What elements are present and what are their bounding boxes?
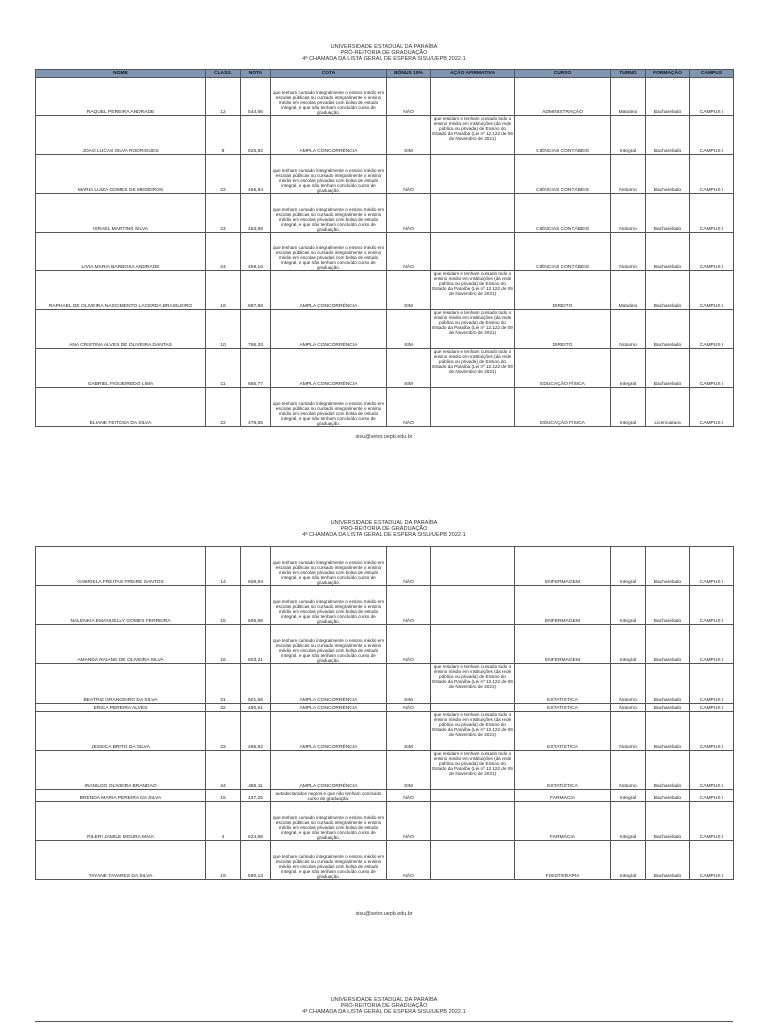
cell-cota: AMPLA CONCORRÊNCIA [271,310,387,349]
cell-bonus: SIM [387,664,431,704]
cell-turno: Integral [611,349,646,388]
cell-cota: que tenham cursado integralmente o ensino médio em escolas públicas ou cursado integralmente o ensino médio em escolas privadas com bolsa de estudo integral, e que não tenham concluído curso de graduação. [271,388,387,427]
col-cota: COTA [271,70,387,78]
table-row [36,310,734,349]
cell-campus: CAMPUS I [690,802,734,841]
cell-cota: AMPLA CONCORRÊNCIA [271,664,387,704]
cell-campus: CAMPUS I [690,78,734,116]
cell-curso: ENFERMAGEM [515,586,611,625]
results-table [35,69,734,427]
cell-nome: GABRIEL FIGUEIREDO LIMA [36,349,206,388]
cell-curso: ESTATÍSTICA [515,751,611,790]
cell-nota: 756,33 [241,310,271,349]
cell-curso: FARMÁCIA [515,790,611,802]
cell-curso: EDUCAÇÃO FÍSICA [515,388,611,427]
cell-formacao: Bacharelado [646,194,690,233]
cell-formacao: Bacharelado [646,310,690,349]
cell-campus: CAMPUS I [690,586,734,625]
cell-nota: 603,21 [241,625,271,664]
table-row [36,712,734,751]
header-chamada: 4ª CHAMADA DA LISTA GERAL DE ESPERA SISU/UEPB 2022.1 [302,1009,466,1015]
cell-class: 22 [206,388,241,427]
cell-acao [431,704,515,712]
cell-nome: ELIANE FEITOSA DA SILVA [36,388,206,427]
col-formacao: FORMAÇÃO [646,70,690,78]
cell-campus: CAMPUS I [690,841,734,880]
cell-acao [431,155,515,194]
header-prg: PRÓ-REITORIA DE GRADUAÇÃO [340,1003,428,1009]
cell-formacao: Bacharelado [646,116,690,155]
cell-class: 16 [206,625,241,664]
cell-nota: 479,65 [241,388,271,427]
cell-bonus: NÃO [387,841,431,880]
cell-campus: CAMPUS I [690,233,734,271]
cell-nota: 608,84 [241,547,271,586]
cell-turno: Integral [611,586,646,625]
cell-cota: autodeclarados negros e que não tenham concluído curso de graduação. [271,790,387,802]
cell-campus: CAMPUS I [690,388,734,427]
cell-nome: JOAO LUCAS SILVA RODRIGUES [36,116,206,155]
cell-bonus: NÃO [387,586,431,625]
cell-nota: 501,66 [241,664,271,704]
cell-campus: CAMPUS I [690,751,734,790]
cell-class: 34 [206,751,241,790]
table-row [36,388,734,427]
cell-acao: que residam e tenham cursado todo o ensino médio em instituições (da rede pública ou privada) de Ensino do Estado da Paraíba (Lei nº 12.122 de 09 de Novembro de 2021) [431,310,515,349]
cell-acao [431,790,515,802]
table-row [36,625,734,664]
cell-turno: Noturno [611,310,646,349]
cell-bonus: SIM [387,349,431,388]
cell-campus: CAMPUS I [690,664,734,704]
cell-cota: que tenham cursado integralmente o ensino médio em escolas públicas ou cursado integralmente o ensino médio em escolas privadas com bolsa de estudo integral, e que não tenham concluído curso de graduação. [271,233,387,271]
cell-nome: ANA CRISTINA ALVES DE OLIVEIRA DANTAS [36,310,206,349]
cell-formacao: Bacharelado [646,155,690,194]
cell-turno: Integral [611,116,646,155]
cell-acao [431,547,515,586]
cell-bonus: SIM [387,712,431,751]
table-row [36,751,734,790]
cell-nome: GABRIELA FREITAS FREIRE SANTOS [36,547,206,586]
cell-formacao: Bacharelado [646,841,690,880]
cell-formacao: Bacharelado [646,349,690,388]
cell-nome: MARIA LUIZA GOMES DE MEDEIROS [36,155,206,194]
cell-turno: Noturno [611,712,646,751]
cell-bonus: SIM [387,116,431,155]
cell-nome: ERICA PEREIRA ALVES [36,704,206,712]
cell-cota: que tenham cursado integralmente o ensino médio em escolas públicas ou cursado integralmente o ensino médio em escolas privadas com bolsa de estudo integral, e que não tenham concluído curso de graduação. [271,586,387,625]
cell-acao [431,233,515,271]
cell-cota: AMPLA CONCORRÊNCIA [271,704,387,712]
cell-formacao: Bacharelado [646,271,690,310]
cell-curso: CIÊNCIAS CONTÁBEIS [515,116,611,155]
cell-turno: Integral [611,802,646,841]
cell-cota: AMPLA CONCORRÊNCIA [271,751,387,790]
cell-class: 19 [206,841,241,880]
cell-formacao: Licenciatura [646,388,690,427]
table-row [36,586,734,625]
table-row [36,233,734,271]
cell-campus: CAMPUS I [690,116,734,155]
cell-formacao: Bacharelado [646,802,690,841]
cell-nota: 490,51 [241,704,271,712]
cell-bonus: NÃO [387,233,431,271]
header-university: UNIVERSIDADE ESTADUAL DA PARAÍBA [330,520,438,526]
cell-class: 10 [206,310,241,349]
cell-bonus: NÃO [387,388,431,427]
results-table-2 [35,546,734,880]
cell-curso: CIÊNCIAS CONTÁBEIS [515,155,611,194]
cell-nome: BRENDA MARIA PEREIRA DA SILVA [36,790,206,802]
cell-nota: 625,82 [241,116,271,155]
cell-campus: CAMPUS I [690,704,734,712]
table-row [36,349,734,388]
col-nota: NOTA [241,70,271,78]
header-university: UNIVERSIDADE ESTADUAL DA PARAÍBA [330,44,438,50]
cell-campus: CAMPUS I [690,155,734,194]
cell-nome: JESSICA BRITO DA SILVA [36,712,206,751]
cell-formacao: Bacharelado [646,704,690,712]
cell-formacao: Bacharelado [646,586,690,625]
cell-cota: que tenham cursado integralmente o ensino médio em escolas públicas ou cursado integralmente o ensino médio em escolas privadas com bolsa de estudo integral, e que não tenham concluído curso de graduação. [271,547,387,586]
cell-nome: RAPHAEL DE OLIVEIRA NASCIMENTO LACERDA BRASILEIRO [36,271,206,310]
cell-curso: DIREITO [515,310,611,349]
cell-cota: AMPLA CONCORRÊNCIA [271,116,387,155]
cell-campus: CAMPUS I [690,547,734,586]
cell-nota: 624,66 [241,802,271,841]
cell-class: 15 [206,790,241,802]
cell-class: 4 [206,802,241,841]
cell-class: 33 [206,712,241,751]
cell-bonus: NÃO [387,790,431,802]
cell-campus: CAMPUS I [690,310,734,349]
cell-cota: que tenham cursado integralmente o ensino médio em escolas públicas ou cursado integralmente o ensino médio em escolas privadas com bolsa de estudo integral, e que não tenham concluído curso de graduação. [271,841,387,880]
cell-nome: ISRAEL MARTINS SILVA [36,194,206,233]
cell-nota: 459,16 [241,233,271,271]
document-header-2 [0,520,768,538]
cell-formacao: Bacharelado [646,664,690,704]
col-curso: CURSO [515,70,611,78]
cell-acao: que residam e tenham cursado todo o ensino médio em instituições (da rede pública ou privada) de Ensino do Estado da Paraíba (Lei nº 12.122 de 09 de Novembro de 2021) [431,116,515,155]
cell-formacao: Bacharelado [646,233,690,271]
cell-curso: ADMINISTRAÇÃO [515,78,611,116]
cell-turno: Noturno [611,155,646,194]
cell-curso: FISIOTERAPIA [515,841,611,880]
cell-cota: que tenham cursado integralmente o ensino médio em escolas públicas ou cursado integralmente o ensino médio em escolas privadas com bolsa de estudo integral, e que não tenham concluído curso de graduação. [271,78,387,116]
cell-cota: que tenham cursado integralmente o ensino médio em escolas públicas ou cursado integralmente o ensino médio em escolas privadas com bolsa de estudo integral, e que não tenham concluído curso de graduação. [271,194,387,233]
cell-turno: Integral [611,625,646,664]
table-row [36,194,734,233]
cell-campus: CAMPUS I [690,349,734,388]
cell-turno: Noturno [611,664,646,704]
cell-turno: Noturno [611,194,646,233]
footer-email: sisu@setor.uepb.edu.br [355,434,413,440]
cell-turno: Integral [611,547,646,586]
cell-curso: FARMÁCIA [515,802,611,841]
cell-bonus: NÃO [387,78,431,116]
cell-turno: Integral [611,841,646,880]
cell-bonus: NÃO [387,194,431,233]
cell-nota: 463,58 [241,194,271,233]
cell-cota: AMPLA CONCORRÊNCIA [271,271,387,310]
cell-bonus: SIM [387,271,431,310]
cell-campus: CAMPUS I [690,271,734,310]
cell-cota: que tenham cursado integralmente o ensino médio em escolas públicas ou cursado integralmente o ensino médio em escolas privadas com bolsa de estudo integral, e que não tenham concluído curso de graduação. [271,802,387,841]
cell-class: 12 [206,78,241,116]
table-row [36,547,734,586]
cell-acao: que residam e tenham cursado todo o ensino médio em instituições (da rede pública ou privada) de Ensino do Estado da Paraíba (Lei nº 12.122 de 09 de Novembro de 2021) [431,712,515,751]
document-header-3 [0,997,768,1015]
table-row [36,790,734,802]
cell-class: 31 [206,664,241,704]
cell-curso: ENFERMAGEM [515,625,611,664]
cell-campus: CAMPUS I [690,790,734,802]
cell-acao [431,841,515,880]
cell-formacao: Bacharelado [646,625,690,664]
table-top-border [35,1021,733,1022]
cell-bonus: NÃO [387,547,431,586]
cell-nota: 485,11 [241,751,271,790]
cell-curso: ESTATÍSTICA [515,664,611,704]
cell-nome: RILERI JAMILE MOURA MAIA [36,802,206,841]
header-chamada: 4ª CHAMADA DA LISTA GERAL DE ESPERA SISU/UEPB 2022.1 [302,532,466,538]
cell-acao [431,388,515,427]
col-campus: CAMPUS [690,70,734,78]
cell-curso: ESTATÍSTICA [515,704,611,712]
cell-nome: AMANDA RAIANE DE OLIVEIRA SILVA [36,625,206,664]
cell-turno: Noturno [611,704,646,712]
cell-curso: CIÊNCIAS CONTÁBEIS [515,194,611,233]
cell-campus: CAMPUS I [690,712,734,751]
col-class: CLASS. [206,70,241,78]
cell-turno: Noturno [611,233,646,271]
cell-turno: Matutino [611,78,646,116]
cell-cota: que tenham cursado integralmente o ensino médio em escolas públicas ou cursado integralmente o ensino médio em escolas privadas com bolsa de estudo integral, e que não tenham concluído curso de graduação. [271,155,387,194]
cell-nota: 485,92 [241,712,271,751]
cell-acao: que residam e tenham cursado todo o ensino médio em instituições (da rede pública ou privada) de Ensino do Estado da Paraíba (Lei nº 12.122 de 09 de Novembro de 2021) [431,751,515,790]
cell-bonus: NÃO [387,802,431,841]
cell-class: 24 [206,233,241,271]
document-header [0,44,768,62]
header-chamada: 4ª CHAMADA DA LISTA GERAL DE ESPERA SISU/UEPB 2022.1 [302,56,466,62]
cell-acao: que residam e tenham cursado todo o ensino médio em instituições (da rede pública ou privada) de Ensino do Estado da Paraíba (Lei nº 12.122 de 09 de Novembro de 2021) [431,664,515,704]
cell-curso: CIÊNCIAS CONTÁBEIS [515,233,611,271]
table-row [36,155,734,194]
table-row [36,78,734,116]
cell-class: 22 [206,155,241,194]
cell-formacao: Bacharelado [646,790,690,802]
cell-bonus: NÃO [387,704,431,712]
cell-nome: LIVIA MARIA BARBOSA ANDRADE [36,233,206,271]
cell-nome: NALENKIA EMANUELLY GOMES FERREIRA [36,586,206,625]
cell-acao: que residam e tenham cursado todo o ensino médio em instituições (da rede pública ou privada) de Ensino do Estado da Paraíba (Lei nº 12.122 de 09 de Novembro de 2021) [431,271,515,310]
cell-formacao: Bacharelado [646,751,690,790]
cell-nome: TAYANE TAVARES DA SILVA [36,841,206,880]
cell-nota: 590,13 [241,841,271,880]
cell-nome: RAQUEL PEREIRA ANDRADE [36,78,206,116]
table-row [36,271,734,310]
cell-bonus: NÃO [387,155,431,194]
cell-acao [431,194,515,233]
cell-class: 32 [206,704,241,712]
cell-formacao: Bacharelado [646,78,690,116]
cell-nota: 606,66 [241,586,271,625]
cell-turno: Noturno [611,751,646,790]
cell-campus: CAMPUS I [690,194,734,233]
cell-cota: que tenham cursado integralmente o ensino médio em escolas públicas ou cursado integralmente o ensino médio em escolas privadas com bolsa de estudo integral, e que não tenham concluído curso de graduação. [271,625,387,664]
cell-formacao: Bacharelado [646,547,690,586]
cell-nota: 466,94 [241,155,271,194]
cell-class: 11 [206,349,241,388]
cell-acao: que residam e tenham cursado todo o ensino médio em instituições (da rede pública ou privada) de Ensino do Estado da Paraíba (Lei nº 12.122 de 09 de Novembro de 2021) [431,349,515,388]
cell-turno: Integral [611,790,646,802]
cell-cota: AMPLA CONCORRÊNCIA [271,712,387,751]
cell-bonus: SIM [387,310,431,349]
cell-nome: BEATRIZ GRANGEIRO DA SILVA [36,664,206,704]
footer-email-2: sisu@setor.uepb.edu.br [355,911,413,917]
cell-class: 23 [206,194,241,233]
cell-turno: Matutino [611,271,646,310]
cell-formacao: Bacharelado [646,712,690,751]
cell-class: 14 [206,547,241,586]
cell-acao [431,625,515,664]
cell-acao [431,802,515,841]
cell-campus: CAMPUS I [690,625,734,664]
cell-class: 8 [206,116,241,155]
cell-curso: EDUCAÇÃO FÍSICA [515,349,611,388]
col-turno: TURNO [611,70,646,78]
cell-acao [431,586,515,625]
cell-acao [431,78,515,116]
cell-nome: IRANILDO OLIVEIRA BRANDAO [36,751,206,790]
cell-curso: ENFERMAGEM [515,547,611,586]
table-header-row [36,70,734,78]
cell-bonus: NÃO [387,625,431,664]
cell-curso: ESTATÍSTICA [515,712,611,751]
col-bonus: BÔNUS 10% [387,70,431,78]
cell-class: 18 [206,271,241,310]
table-row [36,704,734,712]
cell-nota: 437,25 [241,790,271,802]
cell-nota: 544,66 [241,78,271,116]
cell-nota: 665,77 [241,349,271,388]
table-row [36,802,734,841]
table-row [36,664,734,704]
cell-bonus: SIM [387,751,431,790]
cell-nota: 697,88 [241,271,271,310]
cell-cota: AMPLA CONCORRÊNCIA [271,349,387,388]
header-prg: PRÓ-REITORIA DE GRADUAÇÃO [340,526,428,532]
table-row [36,841,734,880]
header-university: UNIVERSIDADE ESTADUAL DA PARAÍBA [330,997,438,1003]
cell-turno: Integral [611,388,646,427]
cell-curso: DIREITO [515,271,611,310]
header-prg: PRÓ-REITORIA DE GRADUAÇÃO [340,50,428,56]
col-acao: AÇÃO AFIRMATIVA [431,70,515,78]
cell-class: 15 [206,586,241,625]
col-nome: NOME [36,70,206,78]
table-row [36,116,734,155]
